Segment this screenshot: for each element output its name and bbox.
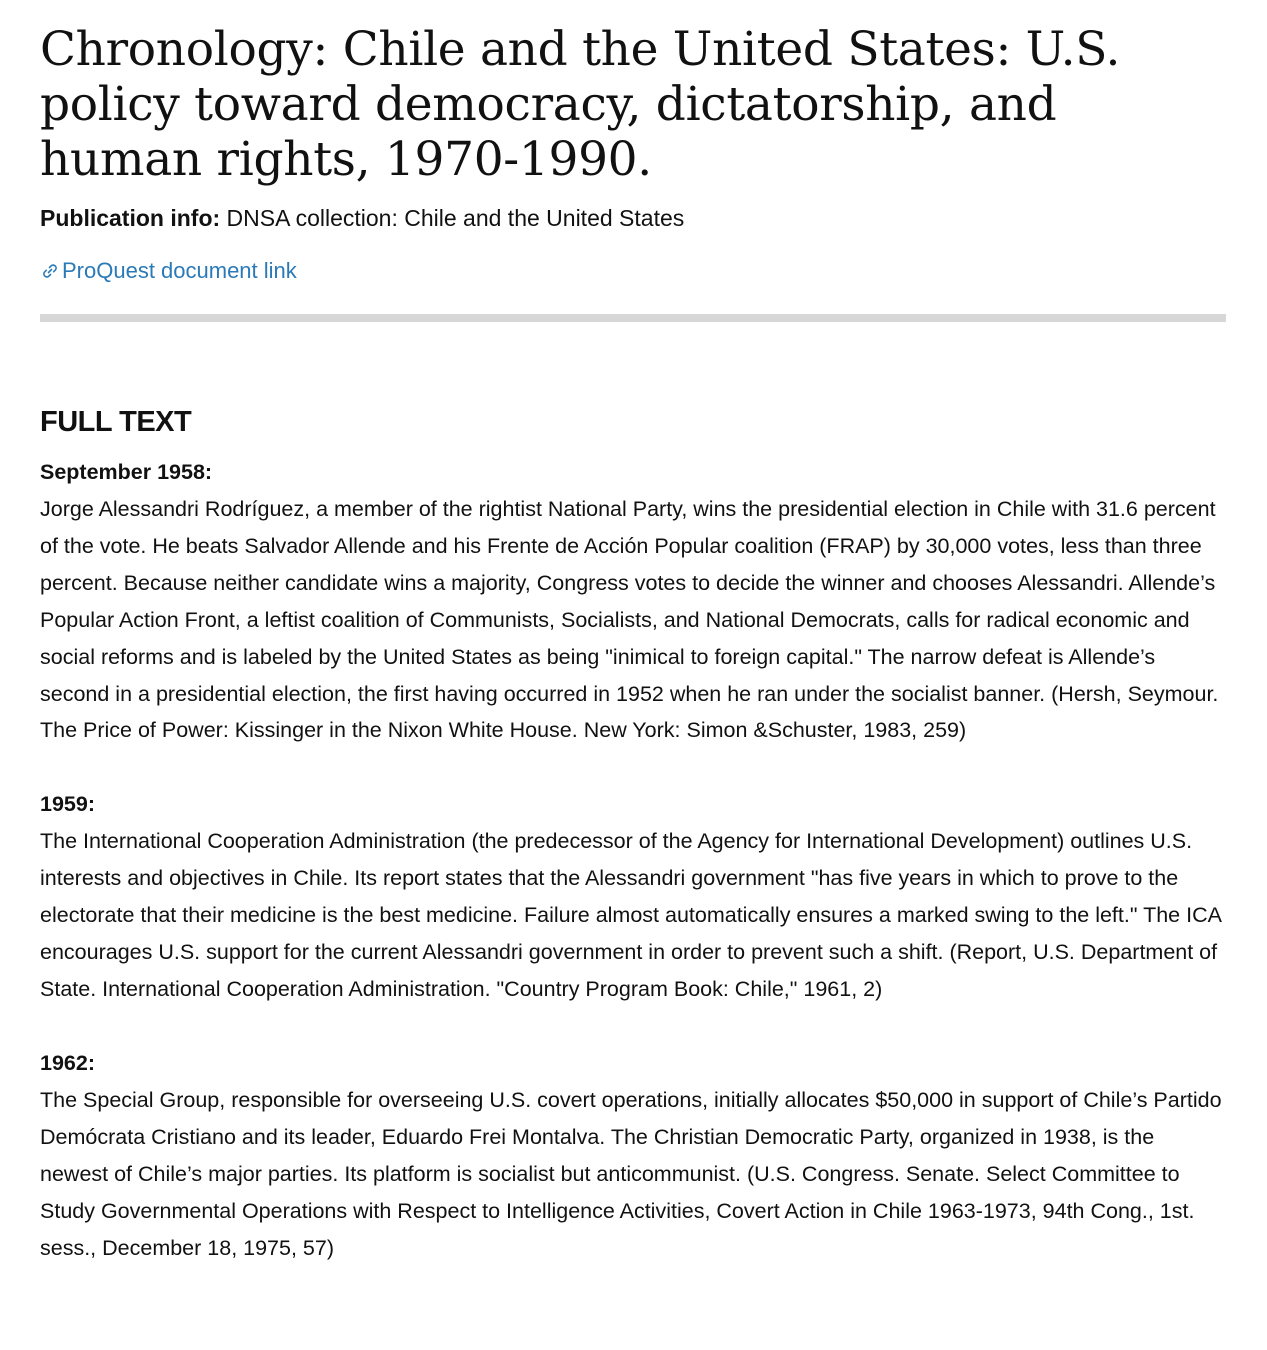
chronology-entry xyxy=(40,1045,1226,1267)
entry-date: September 1958: xyxy=(40,460,213,484)
chronology-entries xyxy=(40,454,1226,1266)
publication-info-value: DNSA collection: Chile and the United States xyxy=(220,205,685,231)
entry-date: 1962: xyxy=(40,1050,95,1075)
section-divider xyxy=(40,314,1226,322)
document-title: Chronology: Chile and the United States: U.S. policy toward democracy, dictatorship, and human rights, 1970-1990. xyxy=(40,22,1121,187)
proquest-document-link[interactable] xyxy=(40,257,297,285)
proquest-document-link-text[interactable]: ProQuest document link xyxy=(62,258,297,283)
entry-date: 1959: xyxy=(40,792,95,817)
document-page xyxy=(40,22,1226,1303)
publication-info-label: Publication info: xyxy=(40,205,221,231)
entry-text: The International Cooperation Administration (the predecessor of the Agency for International Development) outlines U.S. interests and objectives in Chile. Its report states that the Alessandri government "has five years in which to prove to the electorate that their medicine is the best medicine. Failure almost automatically ensures a marked swing to the left." The ICA encourages U.S. support for the current Alessandri government in order to prevent such a shift. (Report, U.S. Department of State. International Cooperation Administration. "Country Program Book: Chile," 1961, 2) xyxy=(40,829,1221,1001)
full-text-heading: FULL TEXT xyxy=(40,406,192,438)
chronology-entry xyxy=(40,786,1226,1008)
chronology-entry xyxy=(40,454,1226,749)
entry-text: Jorge Alessandri Rodríguez, a member of the rightist National Party, wins the presidential election in Chile with 31.6 percent of the vote. He beats Salvador Allende and his Frente de Acción Popular coalition (FRAP) by 30,000 votes, less than three percent. Because neither candidate wins a majority, Congress votes to decide the winner and chooses Alessandri. Allende’s Popular Action Front, a leftist coalition of Communists, Socialists, and National Democrats, calls for radical economic and social reforms and is labeled by the United States as being "inimical to foreign capital." The narrow defeat is Allende’s second in a presidential election, the first having occurred in 1952 when he ran under the socialist banner. (Hersh, Seymour. The Price of Power: Kissinger in the Nixon White House. New York: Simon &Schuster, 1983, 259) xyxy=(40,497,1219,743)
entry-text: The Special Group, responsible for overseeing U.S. covert operations, initially allocates $50,000 in support of Chile’s Partido Demócrata Cristiano and its leader, Eduardo Frei Montalva. The Christian Democratic Party, organized in 1938, is the newest of Chile’s major parties. Its platform is socialist but anticommunist. (U.S. Congress. Senate. Select Committee to Study Governmental Operations with Respect to Intelligence Activities, Covert Action in Chile 1963-1973, 94th Cong., 1st. sess., December 18, 1975, 57) xyxy=(40,1087,1222,1260)
publication-info xyxy=(40,203,1226,233)
link-icon xyxy=(40,261,60,281)
